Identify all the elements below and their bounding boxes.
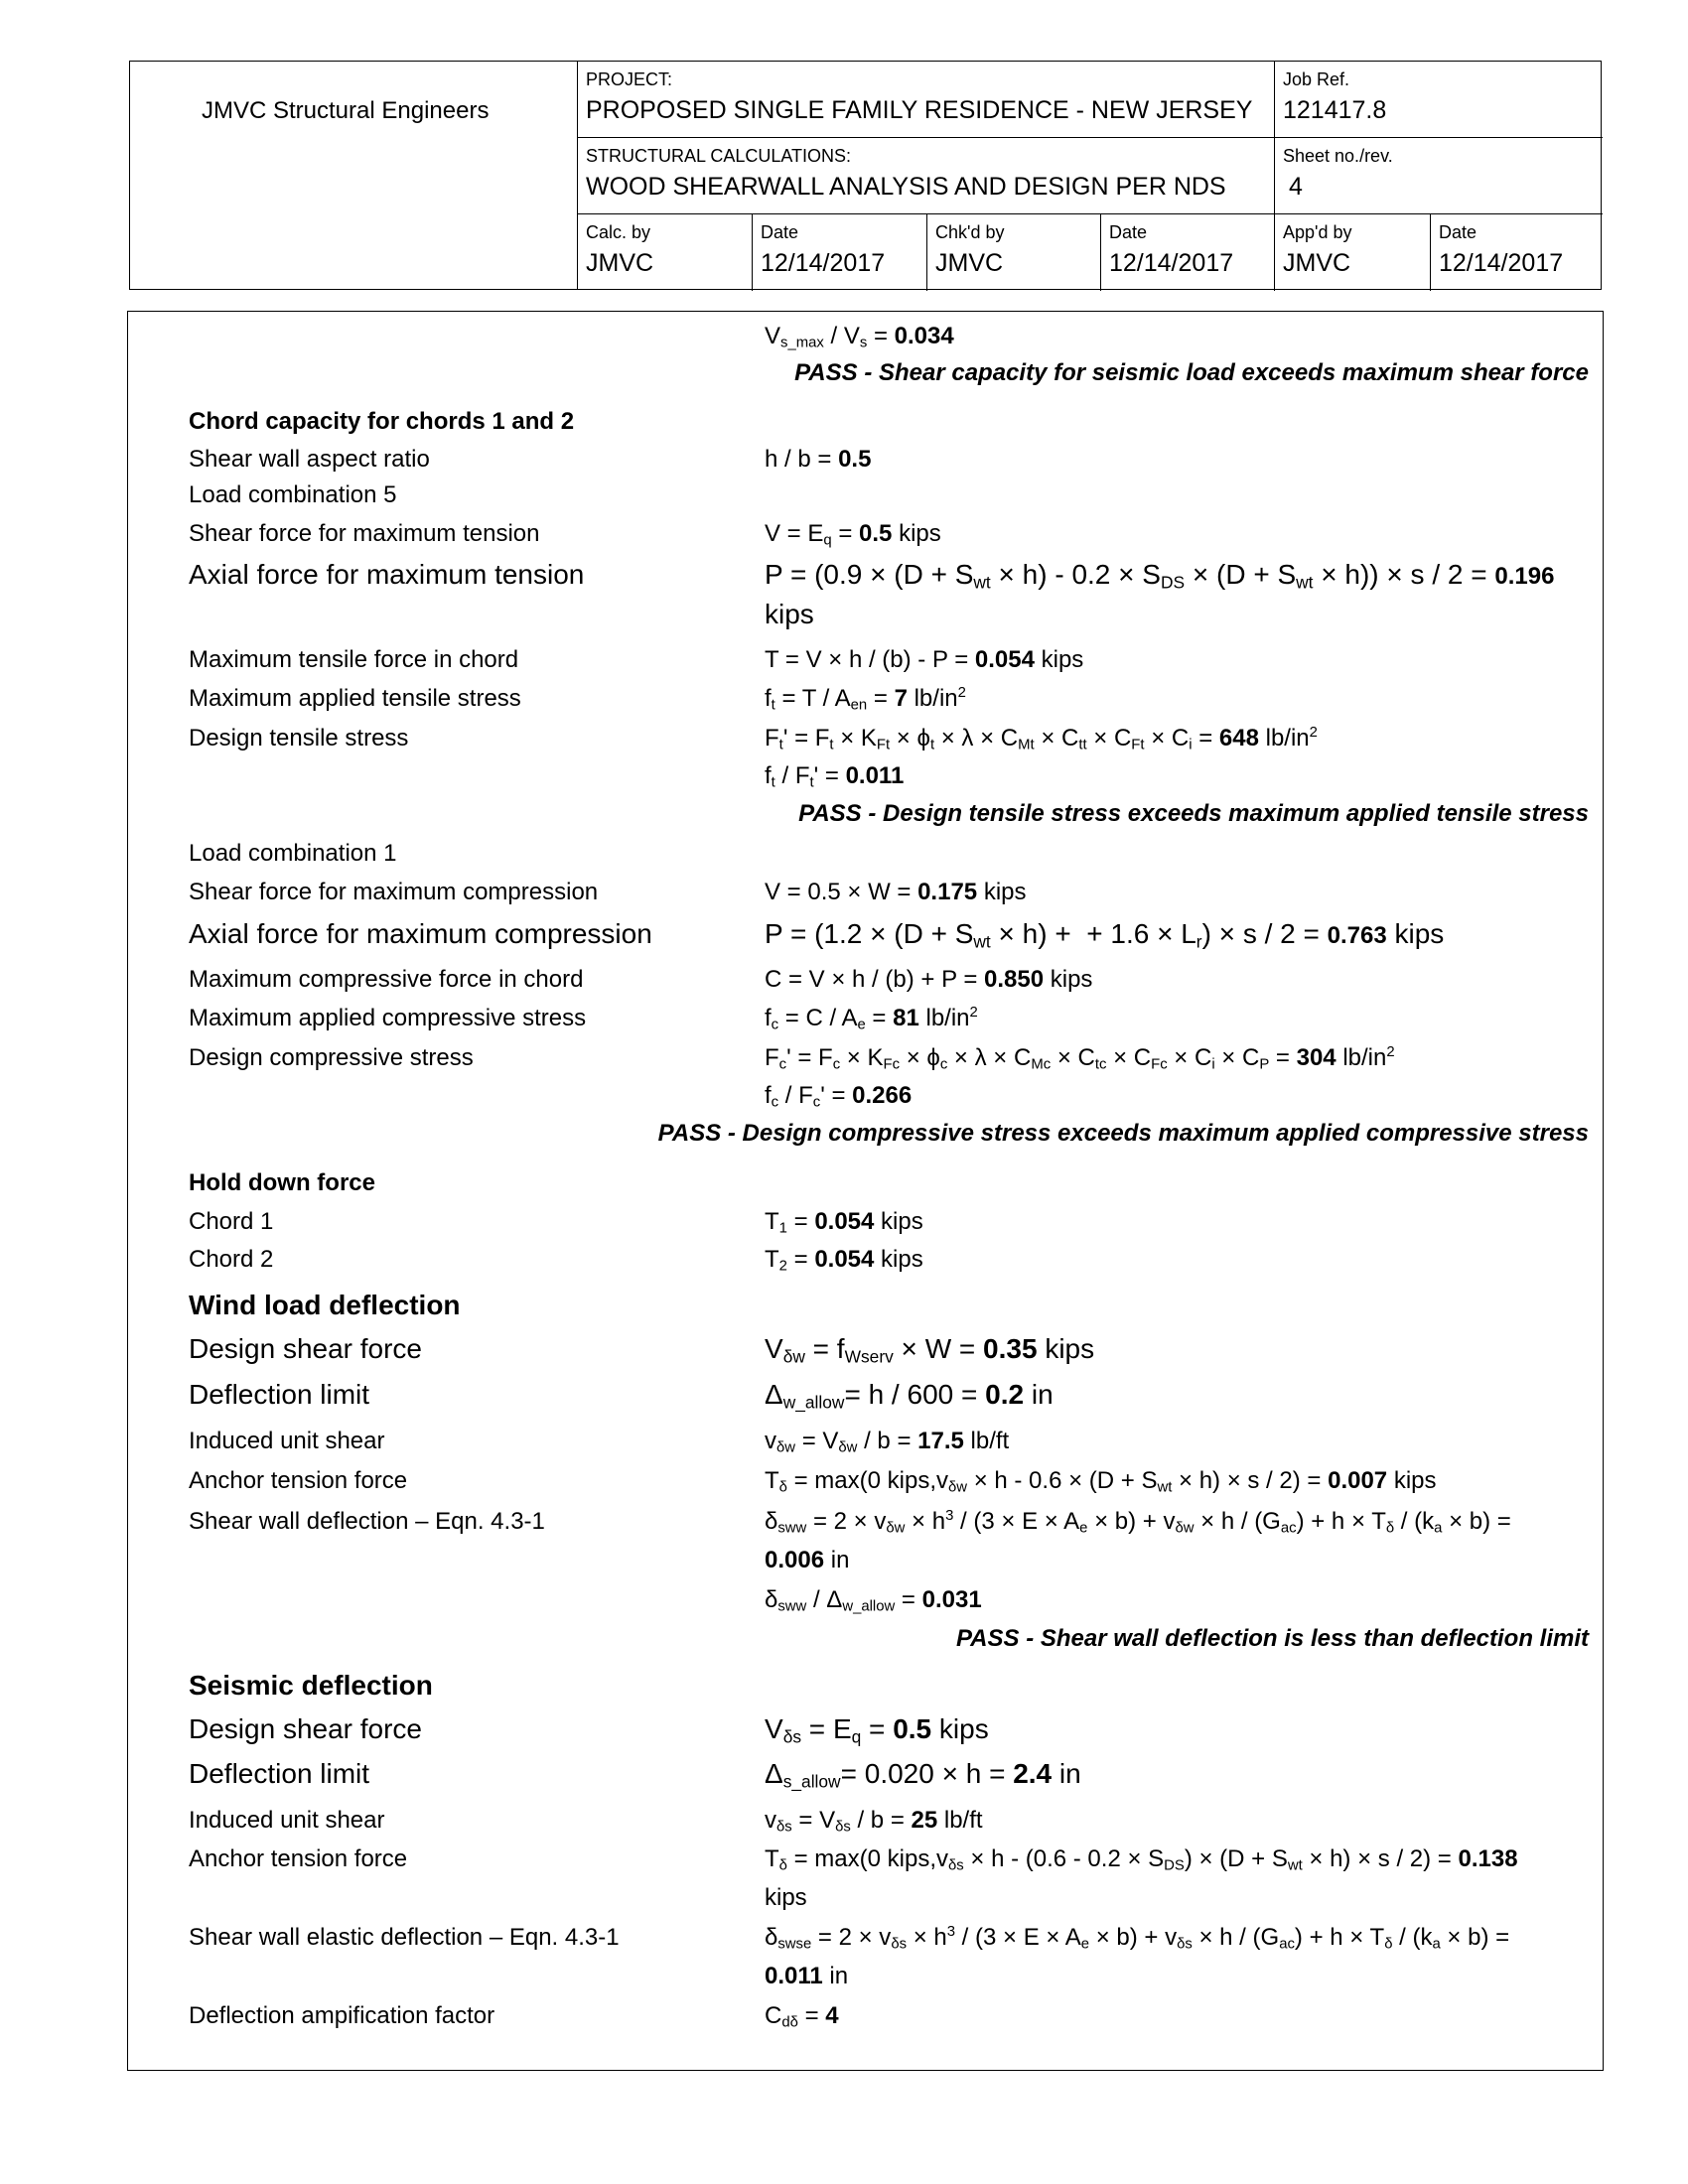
wind-defl-limit-label: Deflection limit bbox=[189, 1379, 370, 1410]
project-label: PROJECT: bbox=[586, 69, 673, 89]
project-value: PROPOSED SINGLE FAMILY RESIDENCE - NEW JERSEY bbox=[586, 96, 1253, 124]
vs-ratio-formula: $V_{s\_max} / V_s = 0.034$ bbox=[765, 323, 954, 351]
wind-wall-defl-formula: $\delta_{sww} = 2 \times v_{\delta w} \times h^3 / (3 \times E \times A_e \times b) + v_{\delta w} \times h / (G_{ac}) + h \times T_\delta / (k_a \times b)$ = bbox=[765, 1508, 1511, 1537]
project-cell bbox=[578, 62, 1275, 138]
aspect-label: Shear wall aspect ratio bbox=[189, 446, 430, 473]
chord1-label: Chord 1 bbox=[189, 1208, 274, 1235]
chord1-formula: $T_1 = 0.054$ kips bbox=[765, 1208, 923, 1237]
seis-amp-formula: $C_{d\delta} = 4$ bbox=[765, 2002, 839, 2031]
seis-wall-defl-result: 0.011 in bbox=[765, 1963, 849, 1989]
design-comp-formula: $F_c' = F_c \times K_{Fc} \times \phi_c \times \lambda \times C_{Mc} \times C_{tc} \times C_{Fc} \times C_i \times C_P = 304$ $lb/in^2$ bbox=[765, 1044, 1395, 1073]
lc5-label: Load combination 5 bbox=[189, 481, 397, 508]
wind-unit-shear-formula: $v_{\delta w} = V_{\delta w} / b = 17.5$ lb/ft bbox=[765, 1428, 1010, 1456]
jobref-value: 121417.8 bbox=[1283, 96, 1387, 124]
date2-label: Date bbox=[1109, 222, 1148, 242]
wind-design-shear-label: Design shear force bbox=[189, 1333, 423, 1364]
chkd-by-value: JMVC bbox=[935, 249, 1004, 277]
date2-cell bbox=[1101, 214, 1275, 291]
seis-defl-limit-formula: $\Delta_{s\_allow}= 0.020 \times h = 2.4$ in bbox=[765, 1758, 1081, 1792]
seis-wall-defl-label: Shear wall elastic deflection – Eqn. 4.3-1 bbox=[189, 1924, 620, 1951]
wind-anchor-formula: $T_\delta = \max(0$ $kips,v_{\delta w} \times h - 0.6 \times (D + S_{wt} \times h) \times s / 2) = 0.007$ kips bbox=[765, 1467, 1437, 1496]
wind-defl-ratio-formula: $\delta_{sww} / \Delta_{w\_allow} = 0.031$ bbox=[765, 1586, 982, 1615]
wind-defl-limit-formula: $\Delta_{w\_allow}= h / 600 = 0.2$ in bbox=[765, 1379, 1054, 1413]
axial-tension-unit: kips bbox=[765, 599, 814, 629]
date1-label: Date bbox=[761, 222, 799, 242]
calcs-cell bbox=[578, 138, 1275, 214]
seis-wall-defl-formula: $\delta_{swse} = 2 \times v_{\delta s} \times h^3 / (3 \times E \times A_e \times b) + v_{\delta s} \times h / (G_{ac}) + h \times T_\delta / (k_a \times b)$ = bbox=[765, 1924, 1510, 1953]
pass-tensile: PASS - Design tensile stress exceeds maximum applied tensile stress bbox=[798, 800, 1589, 827]
pass-seismic-shear: PASS - Shear capacity for seismic load exceeds maximum shear force bbox=[794, 359, 1589, 386]
max-tensile-force-formula: T = V × h / (b) - P = 0.054 kips bbox=[765, 646, 1084, 673]
max-comp-stress-label: Maximum applied compressive stress bbox=[189, 1005, 587, 1031]
wind-anchor-label: Anchor tension force bbox=[189, 1467, 408, 1494]
calc-by-cell bbox=[578, 214, 753, 291]
design-comp-label: Design compressive stress bbox=[189, 1044, 474, 1071]
calc-by-label: Calc. by bbox=[586, 222, 651, 242]
shear-tension-formula: $V = E_q = 0.5$ kips bbox=[765, 520, 941, 549]
firm-cell bbox=[130, 62, 578, 289]
seis-unit-shear-formula: $v_{\delta s} = V_{\delta s} / b = 25$ lb/ft bbox=[765, 1807, 983, 1836]
max-comp-force-formula: C = V × h / (b) + P = 0.850 kips bbox=[765, 966, 1093, 993]
design-tensile-formula: $F_t' = F_t \times K_{Ft} \times \phi_t \times \lambda \times C_{Mt} \times C_{tt} \times C_{Ft} \times C_i = 648$ $lb/in^2$ bbox=[765, 725, 1318, 753]
axial-comp-formula: $P = (1.2 \times (D + S_{wt} \times h)$ + + $1.6 \times L_r) \times s / 2 = 0.763$ kips bbox=[765, 918, 1445, 952]
wind-wall-defl-label: Shear wall deflection – Eqn. 4.3-1 bbox=[189, 1508, 545, 1535]
max-tensile-stress-formula: $f_t = T / A_{en} = 7$ $lb/in^2$ bbox=[765, 685, 966, 714]
seis-design-shear-formula: $V_{\delta s} = E_q = 0.5$ kips bbox=[765, 1713, 989, 1747]
sheet-label: Sheet no./rev. bbox=[1283, 146, 1393, 166]
calcs-label: STRUCTURAL CALCULATIONS: bbox=[586, 146, 852, 166]
design-tensile-label: Design tensile stress bbox=[189, 725, 409, 751]
wind-deflection-heading: Wind load deflection bbox=[189, 1290, 461, 1320]
seis-anchor-unit: kips bbox=[765, 1884, 807, 1911]
appd-by-value: JMVC bbox=[1283, 249, 1351, 277]
calcs-value: WOOD SHEARWALL ANALYSIS AND DESIGN PER NDS bbox=[586, 173, 1226, 201]
max-tensile-stress-label: Maximum applied tensile stress bbox=[189, 685, 521, 712]
holddown-heading: Hold down force bbox=[189, 1169, 375, 1196]
date3-label: Date bbox=[1439, 222, 1477, 242]
date2-value: 12/14/2017 bbox=[1109, 249, 1234, 277]
shear-comp-formula: V = 0.5 × W = 0.175 kips bbox=[765, 879, 1027, 905]
chkd-by-label: Chk'd by bbox=[935, 222, 1005, 242]
date3-value: 12/14/2017 bbox=[1439, 249, 1564, 277]
calc-by-value: JMVC bbox=[586, 249, 654, 277]
max-comp-stress-formula: $f_c = C / A_e = 81$ $lb/in^2$ bbox=[765, 1005, 978, 1033]
wind-wall-defl-result: 0.006 in bbox=[765, 1547, 850, 1573]
appd-by-cell bbox=[1275, 214, 1431, 291]
lc1-label: Load combination 1 bbox=[189, 840, 397, 867]
chord2-formula: $T_2 = 0.054$ kips bbox=[765, 1246, 923, 1275]
firm-name: JMVC Structural Engineers bbox=[202, 97, 490, 124]
seis-anchor-label: Anchor tension force bbox=[189, 1845, 408, 1872]
tensile-ratio-formula: $f_t / F_t' = 0.011$ bbox=[765, 762, 905, 791]
seis-defl-limit-label: Deflection limit bbox=[189, 1758, 370, 1789]
wind-unit-shear-label: Induced unit shear bbox=[189, 1428, 385, 1454]
max-tensile-force-label: Maximum tensile force in chord bbox=[189, 646, 519, 673]
seismic-deflection-heading: Seismic deflection bbox=[189, 1670, 433, 1701]
max-comp-force-label: Maximum compressive force in chord bbox=[189, 966, 584, 993]
shear-tension-label: Shear force for maximum tension bbox=[189, 520, 540, 547]
chord2-label: Chord 2 bbox=[189, 1246, 274, 1273]
appd-by-label: App'd by bbox=[1283, 222, 1352, 242]
axial-tension-formula: $P = (0.9 \times (D + S_{wt} \times h) - 0.2 \times S_{DS} \times (D + S_{wt} \times h)) \times s / 2 = 0.196$ bbox=[765, 559, 1555, 593]
seis-amp-label: Deflection ampification factor bbox=[189, 2002, 495, 2029]
date1-cell bbox=[753, 214, 927, 291]
seis-design-shear-label: Design shear force bbox=[189, 1713, 423, 1744]
comp-ratio-formula: $f_c / F_c' = 0.266$ bbox=[765, 1082, 913, 1111]
date1-value: 12/14/2017 bbox=[761, 249, 886, 277]
jobref-label: Job Ref. bbox=[1283, 69, 1350, 89]
chkd-by-cell bbox=[927, 214, 1101, 291]
axial-tension-label: Axial force for maximum tension bbox=[189, 559, 585, 590]
aspect-formula: h / b = 0.5 bbox=[765, 446, 872, 473]
sheet-cell bbox=[1275, 138, 1603, 214]
jobref-cell bbox=[1275, 62, 1603, 138]
seis-unit-shear-label: Induced unit shear bbox=[189, 1807, 385, 1834]
shear-comp-label: Shear force for maximum compression bbox=[189, 879, 599, 905]
pass-wind-deflection: PASS - Shear wall deflection is less than deflection limit bbox=[955, 1625, 1589, 1652]
axial-comp-label: Axial force for maximum compression bbox=[189, 918, 652, 949]
pass-compressive: PASS - Design compressive stress exceeds maximum applied compressive stress bbox=[657, 1120, 1589, 1147]
wind-design-shear-formula: $V_{\delta w} = f_{Wserv} \times W = 0.35$ kips bbox=[765, 1333, 1095, 1367]
title-block bbox=[129, 61, 1602, 290]
seis-anchor-formula: $T_\delta = \max(0$ $kips,v_{\delta s} \times h - (0.6 - 0.2 \times S_{DS}) \times (D + S_{wt} \times h) \times s / 2) = 0.138$ bbox=[765, 1845, 1518, 1874]
sheet-value: 4 bbox=[1289, 173, 1303, 201]
date3-cell bbox=[1431, 214, 1603, 291]
chord-capacity-heading: Chord capacity for chords 1 and 2 bbox=[189, 408, 575, 435]
